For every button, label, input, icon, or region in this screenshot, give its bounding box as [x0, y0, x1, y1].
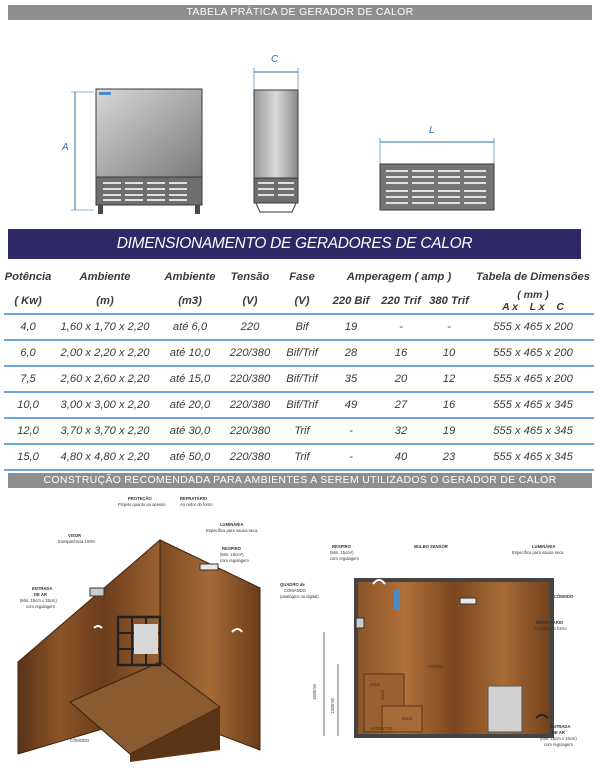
label-seat-40a: 40cm	[370, 682, 381, 687]
table-cell: até 10,0	[158, 340, 222, 366]
label-visor-sub: transparência 100%	[58, 539, 96, 544]
label-entrada-right-sub3: com regulagem	[544, 742, 573, 747]
header-room-volume: Ambiente	[164, 271, 216, 283]
subheader-380-trif: 380 Trif	[429, 295, 469, 307]
dimension-a-label: A	[62, 142, 69, 153]
table-cell: 40	[376, 444, 426, 470]
table-cell: 555 x 465 x 345	[472, 392, 594, 418]
table-cell: -	[426, 314, 472, 340]
label-entrada-sub2: (Min. 15cm x 15cm)	[20, 598, 57, 603]
table-cell: 15,0	[4, 444, 52, 470]
label-entrada-sub3: com regulagem	[26, 604, 55, 609]
table-cell: 6,0	[4, 340, 52, 366]
table-cell: até 15,0	[158, 366, 222, 392]
label-luminaria: LUMINÁRIA	[220, 522, 244, 527]
table-cell: 4,80 x 4,80 x 2,20	[52, 444, 158, 470]
table-cell: Bif/Trif	[278, 340, 326, 366]
label-respiro-right-sub2: com regulagem	[330, 556, 359, 561]
table-cell: 3,00 x 3,00 x 2,20	[52, 392, 158, 418]
top-section-title: TABELA PRÁTICA DE GERADOR DE CALOR	[8, 5, 592, 20]
construction-section-title: CONSTRUÇÃO RECOMENDADA PARA AMBIENTES A SEREM UTILIZADOS O GERADOR DE CALOR	[8, 473, 592, 488]
table-cell: 23	[426, 444, 472, 470]
table-cell: 7,5	[4, 366, 52, 392]
table-cell: 220/380	[222, 392, 278, 418]
subheader-dims-unit: (m)	[96, 295, 114, 307]
label-visor: VISOR	[68, 533, 82, 538]
dimension-c-label: C	[271, 54, 279, 65]
label-respiro-right: RESPIRO	[332, 544, 351, 549]
label-refratario: REFRATÁRIO	[180, 496, 208, 501]
table-cell: até 30,0	[158, 418, 222, 444]
table-row	[4, 314, 594, 340]
sauna-3d-diagram	[10, 492, 272, 764]
label-luminaria-right: LUMINÁRIA	[532, 544, 556, 549]
label-respiro: RESPIRO	[222, 546, 241, 551]
table-cell: 27	[376, 392, 426, 418]
label-luminaria-sub: Específica para sauna seca	[206, 528, 258, 533]
table-cell: 220/380	[222, 340, 278, 366]
header-voltage: Tensão	[230, 271, 270, 283]
table-cell: 16	[426, 392, 472, 418]
label-refratario-right: REFRATÁRIO	[536, 620, 564, 625]
table-cell: 555 x 465 x 200	[472, 366, 594, 392]
table-cell: 555 x 465 x 200	[472, 314, 594, 340]
label-comodo: CÔMODO	[70, 738, 90, 743]
label-entrada: ENTRADA	[32, 586, 53, 591]
table-cell: até 6,0	[158, 314, 222, 340]
subheader-220-trif: 220 Trif	[381, 295, 421, 307]
label-quadro-sub1: COMANDO	[284, 588, 306, 593]
table-cell: 10	[426, 340, 472, 366]
table-cell: 10,0	[4, 392, 52, 418]
header-room-dims: Ambiente	[79, 271, 131, 283]
table-cell: 2,60 x 2,60 x 2,20	[52, 366, 158, 392]
table-cell: Trif	[278, 418, 326, 444]
label-respiro-sub2: com regulagem	[220, 558, 249, 563]
table-subheader-row	[4, 289, 594, 314]
table-cell: 49	[326, 392, 376, 418]
table-cell: 555 x 465 x 200	[472, 340, 594, 366]
table-header-row	[4, 265, 594, 289]
sizing-table	[4, 265, 594, 471]
label-height-1600: 1600mm	[312, 683, 317, 700]
subheader-volume-unit: (m3)	[178, 295, 202, 307]
table-cell: 16	[376, 340, 426, 366]
table-row	[4, 366, 594, 392]
table-cell: 12,0	[4, 418, 52, 444]
table-cell: até 20,0	[158, 392, 222, 418]
table-cell: 35	[326, 366, 376, 392]
label-comodo-right: CÔMODO	[554, 594, 574, 599]
label-bulbo-sensor: BULBO SENSOR	[414, 544, 448, 549]
table-cell: -	[376, 314, 426, 340]
label-respiro-sub1: (Min. 15cm²)	[220, 552, 244, 557]
label-seat-40c: 40cm	[402, 716, 413, 721]
heater-side-view	[248, 50, 308, 220]
table-cell: 12	[426, 366, 472, 392]
table-cell: 20	[376, 366, 426, 392]
label-protecao-sub: Projeto quanto ao acesso	[118, 502, 166, 507]
label-entrada-right-sub2: (Min. 15cm x 15cm)	[540, 736, 577, 741]
label-entrada-right-sub1: DE AR	[552, 730, 565, 735]
label-quadro-sub2: (analógico ou digital)	[280, 594, 319, 599]
table-cell: 32	[376, 418, 426, 444]
subheader-voltage-unit: (V)	[242, 295, 258, 307]
table-cell: 3,70 x 3,70 x 2,20	[52, 418, 158, 444]
table-cell: Trif	[278, 444, 326, 470]
table-cell: 220/380	[222, 418, 278, 444]
table-cell: 220/380	[222, 444, 278, 470]
table-cell: Bif	[278, 314, 326, 340]
table-cell: 4,0	[4, 314, 52, 340]
table-cell: até 50,0	[158, 444, 222, 470]
table-cell: 19	[426, 418, 472, 444]
table-cell: -	[326, 444, 376, 470]
dimensions-axes: A x L x C	[502, 301, 564, 313]
label-height-1300: 1300mm	[330, 697, 335, 714]
table-cell: 28	[326, 340, 376, 366]
label-entrada-sub1: DE AR	[34, 592, 47, 597]
header-phase: Fase	[289, 271, 315, 283]
header-amperage: Amperagem ( amp )	[346, 271, 452, 283]
label-assentos: ASSENTOS	[370, 726, 393, 731]
dimension-l-label: L	[429, 125, 435, 136]
table-cell: 555 x 465 x 345	[472, 418, 594, 444]
table-cell: 1,60 x 1,70 x 2,20	[52, 314, 158, 340]
subheader-power-unit: ( Kw)	[14, 295, 42, 307]
sauna-section-diagram	[278, 540, 594, 766]
subheader-220-bif: 220 Bif	[332, 295, 370, 307]
table-cell: 220	[222, 314, 278, 340]
table-cell: 220/380	[222, 366, 278, 392]
table-row	[4, 340, 594, 366]
label-forno: FORNO	[428, 664, 444, 669]
subheader-phase-unit: (V)	[294, 295, 310, 307]
table-cell: Bif/Trif	[278, 366, 326, 392]
label-luminaria-right-sub: Específica para sauna seca	[512, 550, 564, 555]
label-entrada-right: ENTRADA	[550, 724, 571, 729]
header-dimensions: Tabela de Dimensões	[476, 271, 590, 283]
label-refratario-sub: Ao redor do forno	[180, 502, 213, 507]
header-power: Potência	[4, 271, 52, 283]
table-row	[4, 444, 594, 470]
subheader-dimensions	[472, 289, 594, 314]
label-protecao: PROTEÇÃO	[128, 496, 152, 501]
table-row	[4, 418, 594, 444]
dimensions-unit: ( mm )	[517, 289, 549, 301]
table-cell: 2,00 x 2,20 x 2,20	[52, 340, 158, 366]
heater-front-view	[58, 82, 218, 222]
sizing-band-title: DIMENSIONAMENTO DE GERADORES DE CALOR	[8, 229, 581, 259]
table-cell: 555 x 465 x 345	[472, 444, 594, 470]
table-cell: 19	[326, 314, 376, 340]
table-cell: -	[326, 418, 376, 444]
label-seat-40b: 40cm	[380, 689, 385, 700]
label-respiro-right-sub1: (Min. 15cm²)	[330, 550, 354, 555]
label-quadro: QUADRO de	[280, 582, 305, 587]
heater-top-view	[376, 128, 498, 216]
label-refratario-right-sub: Ao redor do forno	[534, 626, 567, 631]
table-row	[4, 392, 594, 418]
table-cell: Bif/Trif	[278, 392, 326, 418]
